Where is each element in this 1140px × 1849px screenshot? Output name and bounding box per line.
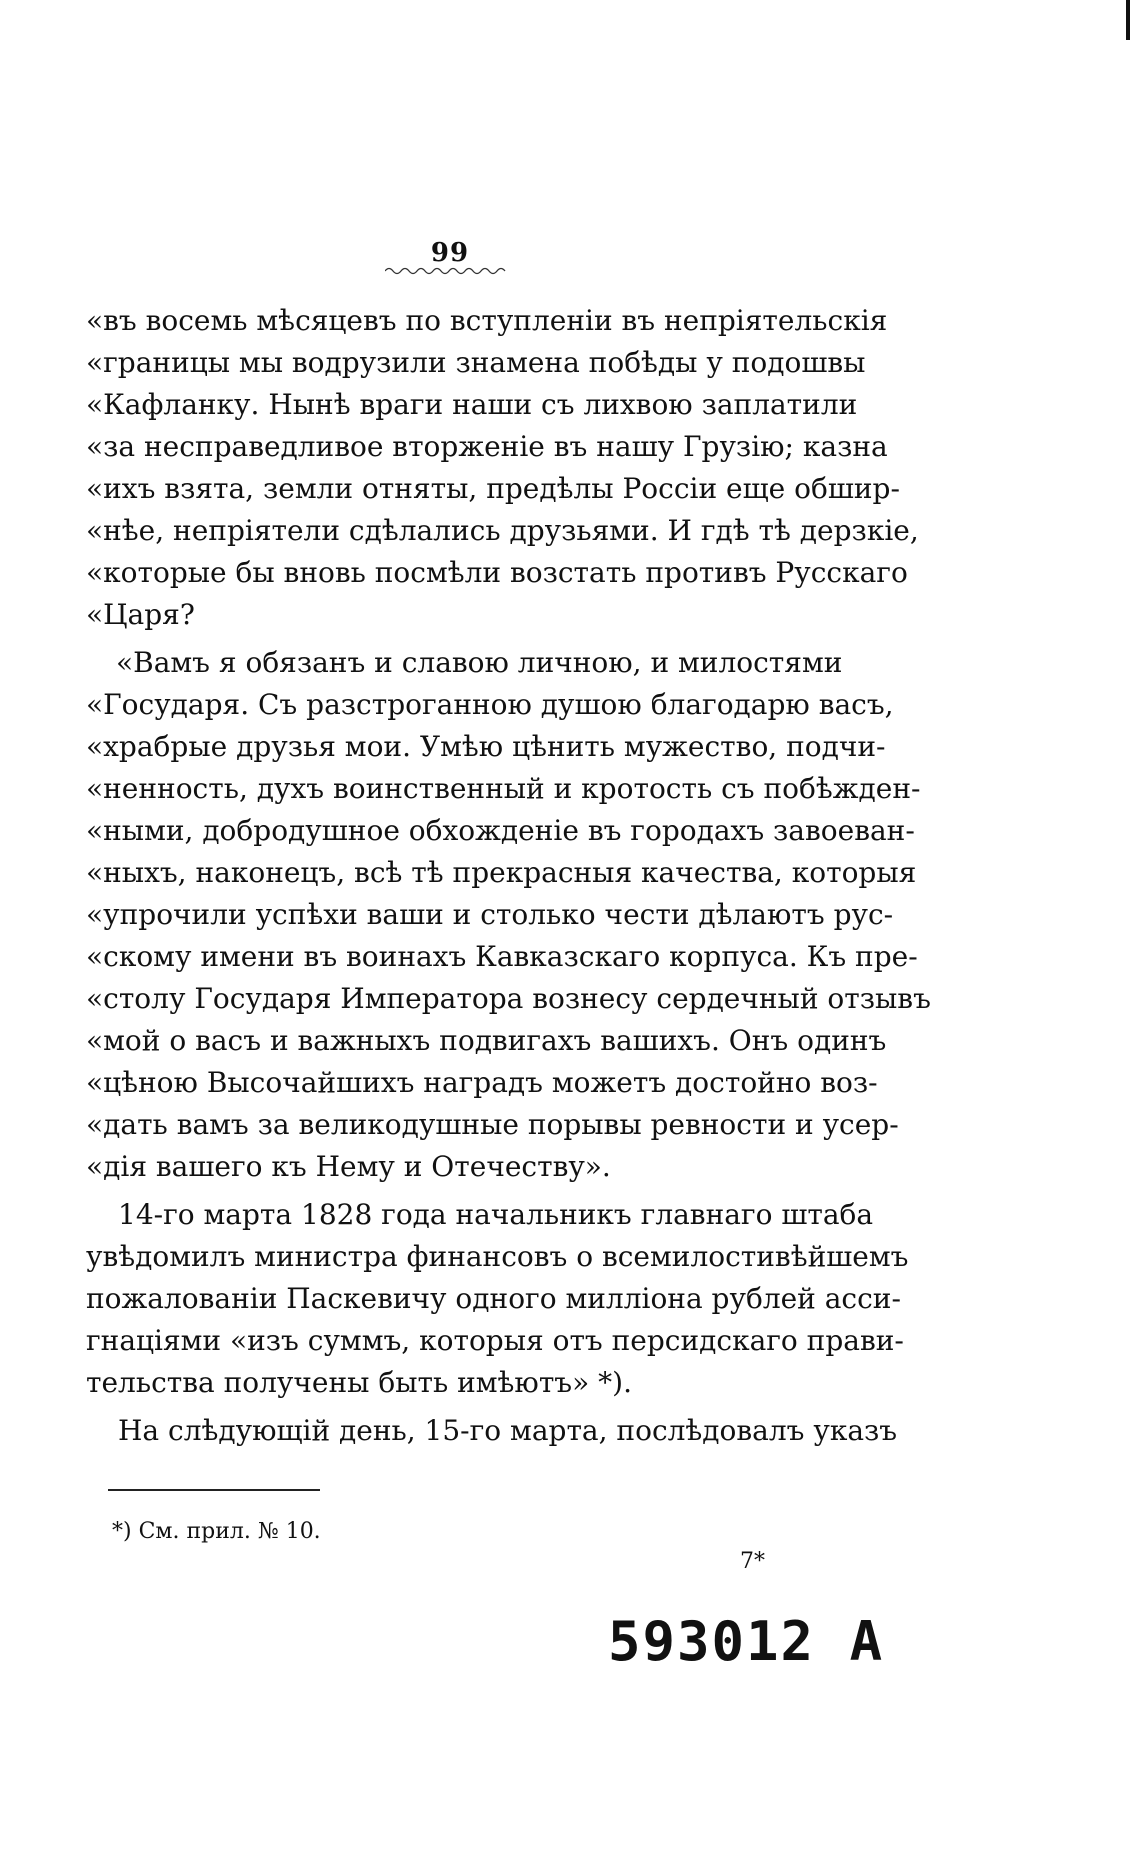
footnote-rule bbox=[108, 1489, 320, 1491]
text-line: «границы мы водрузили знамена побѣды у подошвы bbox=[86, 346, 866, 379]
text-line: На слѣдующій день, 15-го марта, послѣдовалъ указъ bbox=[118, 1414, 898, 1447]
footnote: *) См. прил. № 10. bbox=[112, 1519, 321, 1544]
text-line: «Государя. Съ разстроганною душою благодарю васъ, bbox=[86, 688, 894, 721]
text-line: «ихъ взята, земли отняты, предѣлы Россіи еще обшир- bbox=[86, 472, 900, 505]
text-line: «дать вамъ за великодушные порывы ревности и усер- bbox=[86, 1108, 899, 1141]
text-line: «ныхъ, наконецъ, всѣ тѣ прекрасныя качества, которыя bbox=[86, 856, 917, 889]
page-number: 99 bbox=[430, 238, 470, 268]
text-line: «Царя? bbox=[86, 598, 195, 631]
text-line: «дія вашего къ Нему и Отечеству». bbox=[86, 1150, 611, 1183]
text-line: «въ восемь мѣсяцевъ по вступленіи въ непріятельскія bbox=[86, 304, 888, 337]
text-line: увѣдомилъ министра финансовъ о всемилостивѣйшемъ bbox=[86, 1240, 909, 1273]
text-line: «скому имени въ воинахъ Кавказскаго корпуса. Къ пре- bbox=[86, 940, 918, 973]
text-line: «которые бы вновь посмѣли возстать противъ Русскаго bbox=[86, 556, 908, 589]
text-line: 14-го марта 1828 года начальникъ главнаго штаба bbox=[118, 1198, 874, 1231]
body-text bbox=[86, 300, 931, 1452]
text-line: «за несправедливое вторженіе въ нашу Грузію; казна bbox=[86, 430, 888, 463]
page-number-ornament bbox=[385, 266, 509, 276]
library-stamp: 593012 A bbox=[608, 1610, 885, 1673]
text-line: гнаціями «изъ суммъ, которыя отъ персидскаго прави- bbox=[86, 1324, 904, 1357]
text-line: «столу Государя Императора вознесу сердечный отзывъ bbox=[86, 982, 931, 1015]
text-line: тельства получены быть имѣютъ» *). bbox=[86, 1366, 632, 1399]
text-line: «Вамъ я обязанъ и славою личною, и милостями bbox=[116, 646, 843, 679]
text-line: «нѣе, непріятели сдѣлались друзьями. И гдѣ тѣ дерзкіе, bbox=[86, 514, 919, 547]
text-line: «упрочили успѣхи ваши и столько чести дѣлаютъ рус- bbox=[86, 898, 894, 931]
page-edge-mark bbox=[1126, 0, 1130, 40]
text-line: «храбрые друзья мои. Умѣю цѣнить мужество, подчи- bbox=[86, 730, 886, 763]
text-line: «Кафланку. Нынѣ враги наши съ лихвою заплатили bbox=[86, 388, 858, 421]
text-line: «цѣною Высочайшихъ наградъ можетъ достойно воз- bbox=[86, 1066, 878, 1099]
text-line: «ненность, духъ воинственный и кротость съ побѣжден- bbox=[86, 772, 921, 805]
signature-mark: 7* bbox=[740, 1549, 765, 1574]
text-line: «ными, добродушное обхожденіе въ городахъ завоеван- bbox=[86, 814, 915, 847]
text-line: пожалованіи Паскевичу одного милліона рублей асси- bbox=[86, 1282, 901, 1315]
text-line: «мой о васъ и важныхъ подвигахъ вашихъ. Онъ одинъ bbox=[86, 1024, 887, 1057]
